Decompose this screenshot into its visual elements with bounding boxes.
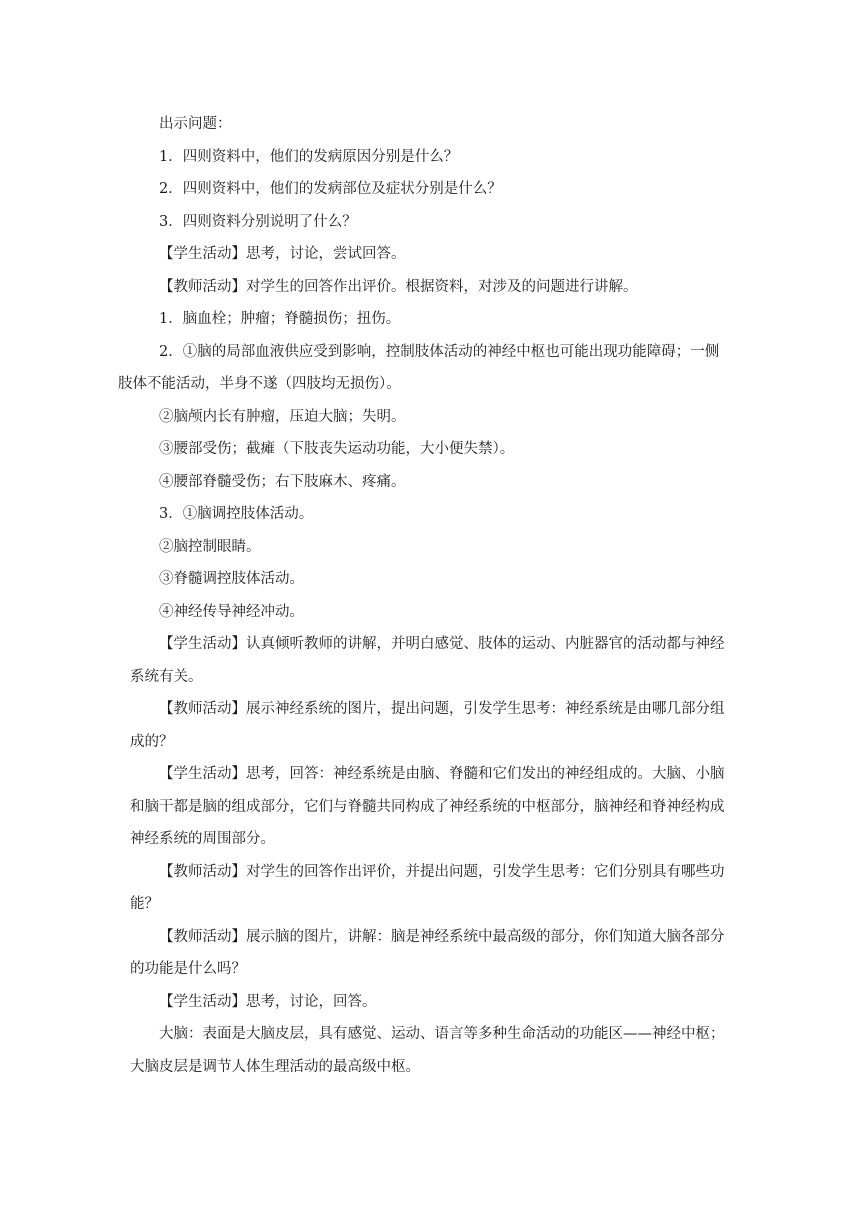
student-activity-3: 【学生活动】思考，回答：神经系统是由脑、脊髓和它们发出的神经组成的。大脑、小脑和脑干都是脑的组成部分，它们与脊髓共同构成了神经系统的中枢部分，脑神经和脊神经构成神经系统的周围部分。 [130,766,725,847]
student-activity-1: 【学生活动】思考，讨论，尝试回答。 [159,246,406,262]
cerebrum-description: 大脑：表面是大脑皮层，具有感觉、运动、语言等多种生命活动的功能区——神经中枢；大脑皮层是调节人体生理活动的最高级中枢。 [130,1026,725,1075]
teacher-activity-2: 【教师活动】展示神经系统的图片，提出问题，引发学生思考：神经系统是由哪几部分组成的？ [130,701,725,750]
question-3: 3．四则资料分别说明了什么？ [159,213,357,230]
answer-3-item-1: 3．①脑调控肢体活动。 [159,506,314,522]
teacher-activity-4: 【教师活动】展示脑的图片，讲解：脑是神经系统中最高级的部分，你们知道大脑各部分的功能是什么吗？ [130,928,725,977]
document-body [118,108,732,1083]
answer-2-item-4: ④腰部脊髓受伤；右下肢麻木、疼痛。 [159,473,406,490]
teacher-activity-3: 【教师活动】对学生的回答作出评价，并提出问题，引发学生思考：它们分别具有哪些功能？ [130,863,725,912]
teacher-activity-1: 【教师活动】对学生的回答作出评价。根据资料，对涉及的问题进行讲解。 [159,278,638,295]
answer-2-item-2: ②脑颅内长有肿瘤，压迫大脑；失明。 [159,408,406,425]
paragraph-prompt: 出示问题： [159,116,232,132]
question-1: 1．四则资料中，他们的发病原因分别是什么？ [159,148,459,165]
student-activity-2: 【学生活动】认真倾听教师的讲解，并明白感觉、肢体的运动、内脏器官的活动都与神经系统有关。 [130,636,725,685]
answer-3-item-3: ③脊髓调控肢体活动。 [159,571,304,587]
answer-1: 1．脑血栓；肿瘤；脊髓损伤；扭伤。 [159,311,401,327]
answer-3-item-4: ④神经传导神经冲动。 [159,603,304,620]
student-activity-4: 【学生活动】思考，讨论，回答。 [159,993,377,1010]
answer-3-item-2: ②脑控制眼睛。 [159,538,261,555]
question-2: 2．四则资料中，他们的发病部位及症状分别是什么？ [159,181,502,197]
answer-2-item-3: ③腰部受伤；截瘫（下肢丧失运动功能，大小便失禁）。 [159,441,515,457]
answer-2-item-1: 2．①脑的局部血液供应受到影响，控制肢体活动的神经中枢也可能出现功能障碍；一侧肢体不能活动，半身不遂（四肢均无损伤）。 [118,343,720,392]
